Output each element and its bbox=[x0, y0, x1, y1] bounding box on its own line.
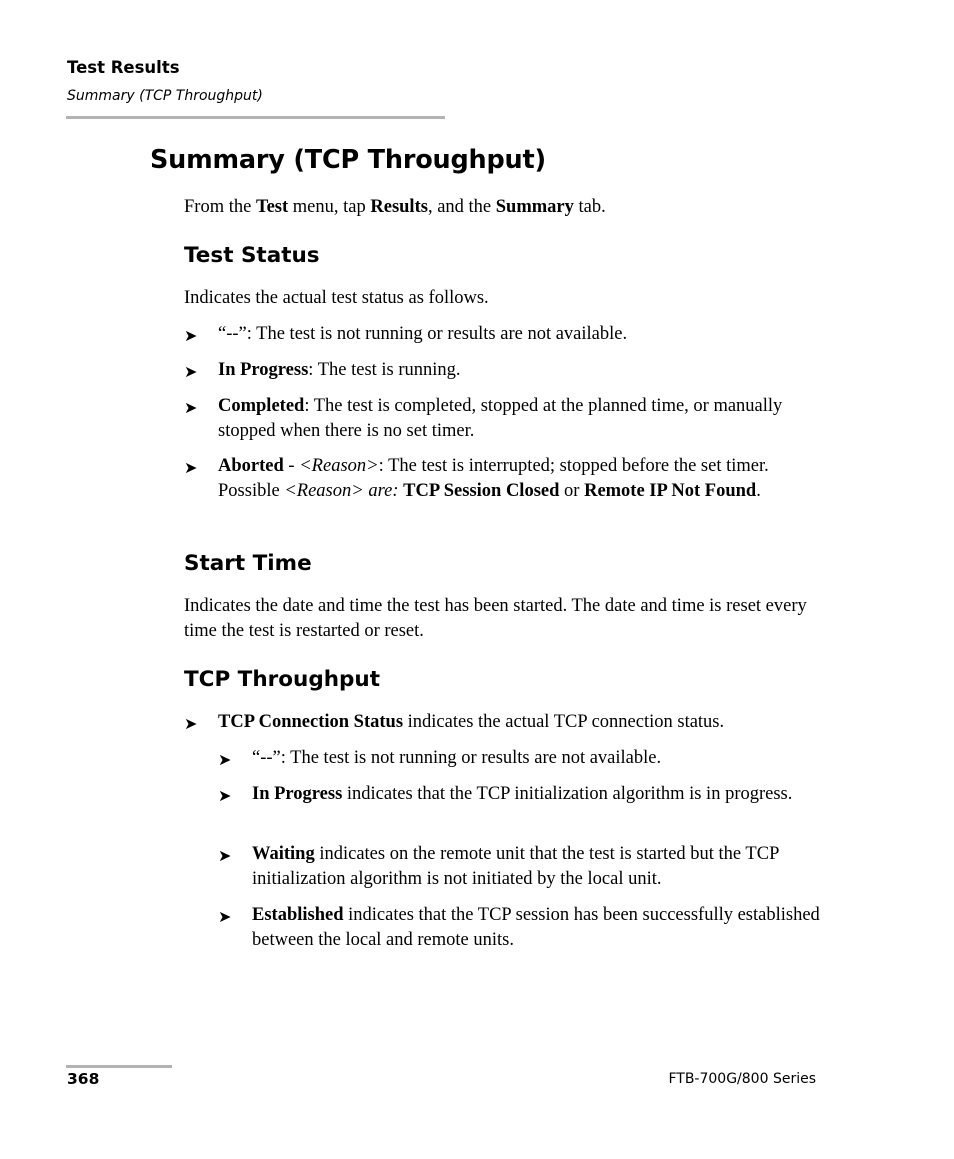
connection-status-definition: indicates the actual TCP connection status. bbox=[403, 712, 725, 732]
sub-list-item bbox=[218, 842, 824, 891]
list-item bbox=[184, 454, 824, 503]
test-status-heading: Test Status bbox=[184, 243, 320, 268]
status-definition: : The test is interrupted; stopped before the set timer. Possible bbox=[218, 456, 769, 501]
footer-product-name: FTB-700G/800 Series bbox=[668, 1071, 816, 1087]
intro-test-menu: Test bbox=[255, 197, 289, 217]
bullet-arrow-icon: ➤ bbox=[184, 398, 198, 417]
list-item bbox=[184, 358, 824, 385]
connection-state-definition: indicates on the remote unit that the test is started but the TCP initialization algorithm is not initiated by the local unit. bbox=[252, 844, 779, 889]
reason-placeholder: <Reason> are: bbox=[284, 480, 404, 501]
tcp-throughput-heading: TCP Throughput bbox=[184, 667, 381, 692]
reason-remote-ip-not-found: Remote IP Not Found bbox=[584, 480, 757, 501]
intro-results: Results bbox=[370, 197, 428, 217]
running-header-subtitle: Summary (TCP Throughput) bbox=[67, 88, 263, 104]
bullet-arrow-icon: ➤ bbox=[218, 786, 232, 805]
list-item-text bbox=[218, 710, 824, 737]
sub-list-item bbox=[218, 903, 824, 952]
list-item-text: “--”: The test is not running or results are not available. bbox=[218, 324, 628, 344]
connection-state-term: In Progress bbox=[252, 784, 343, 804]
status-definition: : The test is running. bbox=[308, 360, 461, 380]
intro-text: From the bbox=[184, 197, 256, 217]
status-term: Aborted bbox=[218, 456, 284, 476]
list-item-text bbox=[218, 394, 824, 443]
running-header-title: Test Results bbox=[67, 58, 180, 77]
bullet-arrow-icon: ➤ bbox=[218, 846, 232, 865]
connection-state-term: Established bbox=[252, 905, 344, 925]
footer-divider bbox=[66, 1065, 172, 1068]
status-term: In Progress bbox=[218, 360, 309, 380]
reason-session-closed: TCP Session Closed bbox=[403, 480, 560, 501]
intro-summary-tab: Summary bbox=[495, 197, 574, 217]
list-item-text bbox=[252, 842, 824, 891]
list-item bbox=[184, 394, 824, 443]
status-definition: : The test is completed, stopped at the planned time, or manually stopped when there is no set timer. bbox=[218, 396, 783, 441]
start-time-description: Indicates the date and time the test has been started. The date and time is reset every time the test is restarted or reset. bbox=[184, 596, 807, 641]
list-item-text: “--”: The test is not running or results are not available. bbox=[252, 748, 662, 768]
page-number: 368 bbox=[67, 1070, 100, 1088]
intro-text: , and the bbox=[427, 197, 496, 217]
reason-placeholder: <Reason> bbox=[299, 456, 379, 476]
intro-text: menu, tap bbox=[288, 197, 371, 217]
intro-paragraph bbox=[184, 195, 824, 220]
list-item-text bbox=[252, 903, 824, 952]
sub-list-item bbox=[218, 746, 824, 773]
list-item-text bbox=[218, 454, 824, 503]
bullet-arrow-icon: ➤ bbox=[184, 458, 198, 477]
bullet-arrow-icon: ➤ bbox=[184, 362, 198, 381]
status-definition: - bbox=[283, 456, 300, 476]
bullet-arrow-icon: ➤ bbox=[184, 326, 198, 345]
status-definition: . bbox=[756, 480, 761, 501]
intro-text: tab. bbox=[573, 197, 606, 217]
list-item-text bbox=[218, 358, 824, 385]
test-status-description: Indicates the actual test status as follows. bbox=[184, 288, 489, 308]
sub-list-item bbox=[218, 782, 824, 809]
connection-state-term: Waiting bbox=[252, 844, 315, 864]
header-divider bbox=[66, 116, 445, 119]
page-title: Summary (TCP Throughput) bbox=[150, 145, 546, 175]
list-item bbox=[184, 710, 824, 737]
connection-status-term: TCP Connection Status bbox=[218, 712, 404, 732]
connection-state-definition: indicates that the TCP session has been successfully established between the local and remote units. bbox=[252, 905, 820, 950]
list-item-text bbox=[252, 782, 824, 809]
status-definition: or bbox=[559, 480, 585, 501]
bullet-arrow-icon: ➤ bbox=[218, 907, 232, 926]
list-item bbox=[184, 322, 824, 349]
bullet-arrow-icon: ➤ bbox=[218, 750, 232, 769]
bullet-arrow-icon: ➤ bbox=[184, 714, 198, 733]
connection-state-definition: indicates that the TCP initialization algorithm is in progress. bbox=[342, 784, 793, 804]
start-time-heading: Start Time bbox=[184, 551, 312, 576]
status-term: Completed bbox=[218, 396, 305, 416]
